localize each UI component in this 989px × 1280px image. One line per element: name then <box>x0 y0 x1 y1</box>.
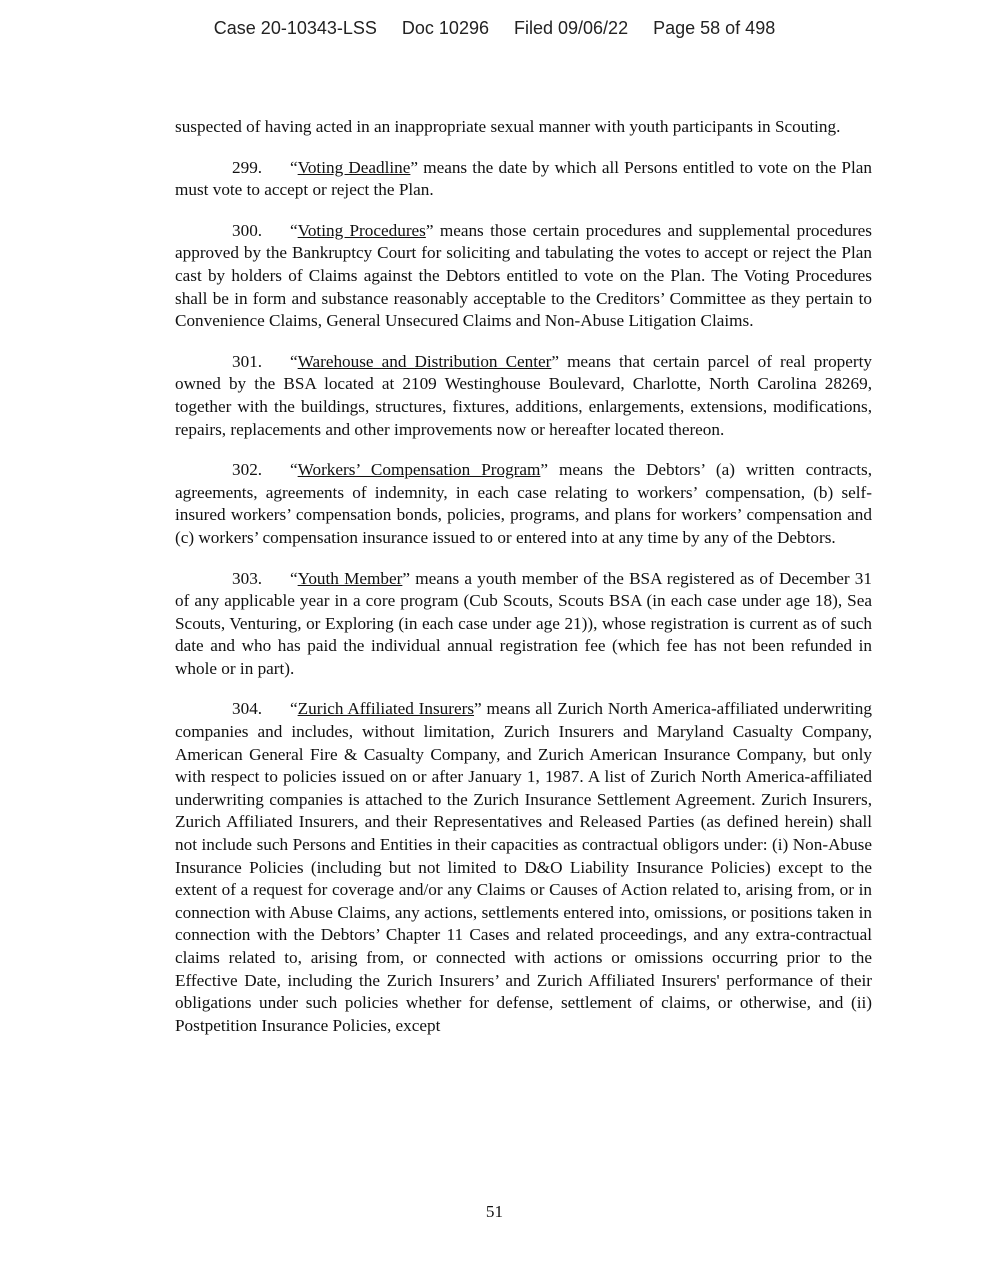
definition-text: means the date by which all Persons entitled to vote on the Plan must vote to accept or reject the Plan. <box>175 157 872 200</box>
definition-304: 304. “Zurich Affiliated Insurers” means all Zurich North America-affiliated underwriting companies and includes, without limitation, Zurich Insurers and Maryland Casualty Company, American General Fire & Casualty Company, and Zurich American Insurance Company, but only with respect to policies issued on or after January 1, 1987. A list of Zurich North America-affiliated underwriting companies is attached to the Zurich Insurance Settlement Agreement. Zurich Insurers, Zurich Affiliated Insurers, and their Representatives and Released Parties (as defined herein) shall not include such Persons and Entities in their capacities as contractual obligors under: (i) Non-Abuse Insurance Policies (including but not limited to D&O Liability Insurance Policies) except to the extent of a request for coverage and/or any Claims or Causes of Action related to, arising from, or in connection with Abuse Claims, any actions, settlements entered into, omissions, or positions taken in connection with the Debtors’ Chapter 11 Cases and related proceedings, and any extra-contractual claims related to, arising from, or connected with actions or omissions occurring prior to the Effective Date, including the Zurich Insurers’ and Zurich Affiliated Insurers' performance of their obligations under such policies whether for defense, settlement of claims, or otherwise, and (ii) Postpetition Insurance Policies, except <box>175 699 872 1035</box>
page-count: Page 58 of 498 <box>653 18 776 38</box>
definition-number: 301. <box>232 351 263 371</box>
filing-header <box>0 18 989 39</box>
definition-number: 300. <box>232 220 263 240</box>
doc-number: Doc 10296 <box>401 18 489 38</box>
definition-number: 304. <box>232 699 263 719</box>
definition-302: 302. “Workers’ Compensation Program” means the Debtors’ (a) written contracts, agreements, agreements of indemnity, in each case relating to workers’ compensation, (b) self-insured workers’ compensation bonds, policies, programs, and plans for workers’ compensation and (c) workers’ compensation insurance issued to or entered into at any time by any of the Debtors. <box>175 460 872 547</box>
definition-number: 302. <box>232 460 263 480</box>
definition-text: means that certain parcel of real property owned by the BSA located at 2109 Westinghouse Boulevard, Charlotte, North Carolina 28269, together with the buildings, structures, fixtures, additions, enlargements, extensions, modifications, repairs, replacements and other improvements now or hereafter located thereon. <box>175 351 872 439</box>
defined-term: Youth Member <box>297 568 403 588</box>
defined-term: Voting Deadline <box>297 157 411 177</box>
definition-number: 303. <box>232 568 263 588</box>
defined-term: Voting Procedures <box>297 220 426 240</box>
definition-299: 299. “Voting Deadline” means the date by which all Persons entitled to vote on the Plan must vote to accept or reject the Plan. <box>175 157 872 200</box>
definition-303: 303. “Youth Member” means a youth member of the BSA registered as of December 31 of any applicable year in a core program (Cub Scouts, Scouts BSA (in each case under age 18), Sea Scouts, Venturing, or Exploring (in each case under age 21)), whose registration is current as of such date and who has paid the individual annual registration fee (which fee has not been refunded in whole or in part). <box>175 568 872 678</box>
definition-300: 300. “Voting Procedures” means those certain procedures and supplemental procedures approved by the Bankruptcy Court for soliciting and tabulating the votes to accept or reject the Plan cast by holders of Claims against the Debtors entitled to vote on the Plan. The Voting Procedures shall be in form and substance reasonably acceptable to the Creditors’ Committee as they pertain to Convenience Claims, General Unsecured Claims and Non-Abuse Litigation Claims. <box>175 220 872 331</box>
document-body <box>175 116 872 1055</box>
page-number: 51 <box>485 1202 504 1221</box>
definition-text: means all Zurich North America-affiliated underwriting companies and includes, without limitation, Zurich Insurers and Maryland Casualty Company, American General Fire & Casualty Company, and Zurich American Insurance Company, but only with respect to policies issued on or after January 1, 1987. A list of Zurich North America-affiliated underwriting companies is attached to the Zurich Insurance Settlement Agreement. Zurich Insurers, Zurich Affiliated Insurers, and their Representatives and Released Parties (as defined herein) shall not include such Persons and Entities in their capacities as contractual obligors under: (i) Non-Abuse Insurance Policies (including but not limited to D&O Liability Insurance Policies) except to the extent of a request for coverage and/or any Claims or Causes of Action related to, arising from, or in connection with Abuse Claims, any actions, settlements entered into, omissions, or positions taken in connection with the Debtors’ Chapter 11 Cases and related proceedings, and any extra-contractual claims related to, arising from, or connected with actions or omissions occurring prior to the Effective Date, including the Zurich Insurers’ and Zurich Affiliated Insurers' performance of their obligations under such policies whether for defense, settlement of claims, or otherwise, and (ii) Postpetition Insurance Policies, except <box>175 699 872 1035</box>
defined-term: Zurich Affiliated Insurers <box>297 699 475 719</box>
definition-text: means a youth member of the BSA registered as of December 31 of any applicable year in a core program (Cub Scouts, Scouts BSA (in each case under age 18), Sea Scouts, Venturing, or Exploring (in each case under age 21)), whose registration is current as of such date and who has paid the individual annual registration fee (which fee has not been refunded in whole or in part). <box>175 568 872 678</box>
definition-text: means the Debtors’ (a) written contracts, agreements, agreements of indemnity, in each case relating to workers’ compensation, (b) self-insured workers’ compensation bonds, policies, programs, and plans for workers’ compensation and (c) workers’ compensation insurance issued to or entered into at any time by any of the Debtors. <box>175 460 872 547</box>
case-number: Case 20-10343-LSS <box>213 18 377 38</box>
continuation-paragraph: suspected of having acted in an inappropriate sexual manner with youth participants in Scouting. <box>175 117 841 136</box>
filed-date: Filed 09/06/22 <box>514 18 629 38</box>
definition-text: means those certain procedures and supplemental procedures approved by the Bankruptcy Court for soliciting and tabulating the votes to accept or reject the Plan cast by holders of Claims against the Debtors entitled to vote on the Plan. The Voting Procedures shall be in form and substance reasonably acceptable to the Creditors’ Committee as they pertain to Convenience Claims, General Unsecured Claims and Non-Abuse Litigation Claims. <box>175 220 872 331</box>
defined-term: Workers’ Compensation Program <box>297 460 541 480</box>
defined-term: Warehouse and Distribution Center <box>297 351 552 371</box>
definition-number: 299. <box>232 157 263 177</box>
definition-301: 301. “Warehouse and Distribution Center” means that certain parcel of real property owned by the BSA located at 2109 Westinghouse Boulevard, Charlotte, North Carolina 28269, together with the buildings, structures, fixtures, additions, enlargements, extensions, modifications, repairs, replacements and other improvements now or hereafter located thereon. <box>175 351 872 439</box>
